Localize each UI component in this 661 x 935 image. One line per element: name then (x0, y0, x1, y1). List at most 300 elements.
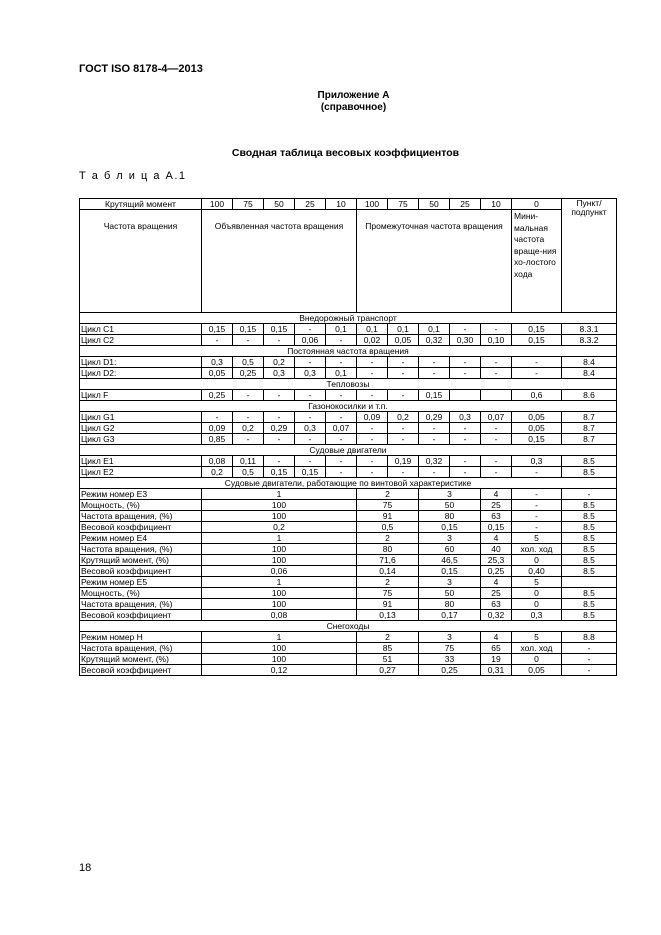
table-cell: 0,2 (202, 522, 357, 533)
table-cell: 0,6 (512, 390, 562, 401)
table-cell: 0,08 (202, 456, 233, 467)
table-cell: - (295, 390, 326, 401)
table-cell: - (419, 357, 450, 368)
table-cell (562, 577, 617, 588)
table-cell: 0,31 (481, 665, 512, 676)
table-cell: - (562, 643, 617, 654)
table-cell: - (357, 434, 388, 445)
table-cell: - (233, 412, 264, 423)
table-cell: - (295, 324, 326, 335)
table-cell: - (202, 412, 233, 423)
row-label: Цикл Е2 (80, 467, 202, 478)
row-label: Цикл С2 (80, 335, 202, 346)
table-cell: 0,85 (202, 434, 233, 445)
table-cell: 100 (202, 588, 357, 599)
table-cell: 0,15 (419, 390, 450, 401)
table-cell: - (481, 357, 512, 368)
table-title (0, 147, 661, 159)
table-cell (481, 390, 512, 401)
table-body (80, 199, 617, 676)
table-cell: 71,6 (357, 555, 419, 566)
table-cell: - (481, 456, 512, 467)
table-cell: 3 (419, 632, 481, 643)
table-label: Т а б л и ц а А.1 (79, 170, 187, 182)
header-cell: 25 (450, 199, 481, 210)
table-cell: - (326, 357, 357, 368)
table-cell: - (295, 412, 326, 423)
table-cell: 0,29 (264, 423, 295, 434)
table-cell: - (388, 434, 419, 445)
table-cell: 51 (357, 654, 419, 665)
table-row (80, 632, 617, 643)
header-row-torque (80, 199, 617, 210)
table-cell: - (450, 357, 481, 368)
table-cell: 4 (481, 489, 512, 500)
table-cell: 0,2 (202, 467, 233, 478)
table-cell: 0,07 (326, 423, 357, 434)
table-cell: 100 (202, 511, 357, 522)
table-cell: 8.5 (562, 599, 617, 610)
section-label: Снегоходы (80, 621, 617, 632)
table-cell: 5 (512, 632, 562, 643)
table-cell: 100 (202, 654, 357, 665)
row-label: Частота вращения, (%) (80, 599, 202, 610)
table-row (80, 434, 617, 445)
section-label: Газонокосилки и т.п. (80, 401, 617, 412)
section-label: Судовые двигатели (80, 445, 617, 456)
table-row (80, 423, 617, 434)
appendix-title: Приложение А (317, 90, 390, 101)
table-cell: хол. ход (512, 643, 562, 654)
table-cell: - (295, 357, 326, 368)
header-cell: Частота вращения (80, 210, 202, 313)
table-cell: хол. ход (512, 544, 562, 555)
header-cell: 50 (419, 199, 450, 210)
appendix-subtitle: (справочное) (320, 102, 387, 113)
table-row (80, 599, 617, 610)
row-label: Весовой коэффициент (80, 610, 202, 621)
row-label: Режим номер Е4 (80, 533, 202, 544)
row-label: Цикл D1: (80, 357, 202, 368)
table-cell: 8.5 (562, 500, 617, 511)
table-cell: 8.5 (562, 467, 617, 478)
table-row (80, 324, 617, 335)
row-label: Режим номер Н (80, 632, 202, 643)
table-cell: 8.5 (562, 566, 617, 577)
table-cell: 0,05 (202, 368, 233, 379)
table-cell: 0 (512, 588, 562, 599)
table-cell: 1 (202, 533, 357, 544)
table-cell: 0,3 (295, 423, 326, 434)
table-cell: - (264, 390, 295, 401)
table-cell: 0,3 (512, 456, 562, 467)
table-cell: - (562, 665, 617, 676)
header-cell: 75 (233, 199, 264, 210)
table-row (80, 335, 617, 346)
table-cell: 0,06 (295, 335, 326, 346)
table-row (80, 368, 617, 379)
row-label: Весовой коэффициент (80, 566, 202, 577)
row-label: Частота вращения, (%) (80, 544, 202, 555)
table-cell: 50 (419, 588, 481, 599)
table-cell: - (326, 456, 357, 467)
row-label: Режим номер Е3 (80, 489, 202, 500)
section-row (80, 401, 617, 412)
table-cell: 100 (202, 555, 357, 566)
header-cell: 10 (326, 199, 357, 210)
header-cell: 10 (481, 199, 512, 210)
table-cell: 0,5 (357, 522, 419, 533)
table-cell: 63 (481, 511, 512, 522)
table-cell (450, 390, 481, 401)
table-cell: - (562, 489, 617, 500)
table-cell: 100 (202, 544, 357, 555)
table-row (80, 511, 617, 522)
table-row (80, 654, 617, 665)
table-title-text: Сводная таблица весовых коэффициентов (231, 147, 460, 159)
header-cell: 25 (295, 199, 326, 210)
section-row (80, 621, 617, 632)
table-row (80, 522, 617, 533)
table-row (80, 544, 617, 555)
table-cell: 8.5 (562, 610, 617, 621)
table-cell: 8.5 (562, 555, 617, 566)
header-cell: 50 (264, 199, 295, 210)
table-cell: 80 (419, 511, 481, 522)
table-cell: - (388, 357, 419, 368)
appendix-heading (0, 90, 661, 114)
table-row (80, 390, 617, 401)
table-cell: - (450, 467, 481, 478)
table-cell: 2 (357, 577, 419, 588)
table-row (80, 456, 617, 467)
header-cell-rated: Объявленная частота вращения (202, 210, 357, 313)
table-cell: - (295, 456, 326, 467)
table-cell: - (326, 434, 357, 445)
table-cell: 8.7 (562, 423, 617, 434)
table-cell: 0,32 (481, 610, 512, 621)
section-row (80, 313, 617, 324)
table-row (80, 610, 617, 621)
table-cell: 8.5 (562, 511, 617, 522)
table-cell: 1 (202, 577, 357, 588)
table-cell: 0,15 (512, 434, 562, 445)
table-cell: - (357, 423, 388, 434)
table-cell: - (233, 434, 264, 445)
table-cell: 0,40 (512, 566, 562, 577)
table-cell: 0,08 (202, 610, 357, 621)
table-cell: 0,25 (419, 665, 481, 676)
table-cell: 75 (357, 588, 419, 599)
section-row (80, 346, 617, 357)
table-cell: 0,07 (481, 412, 512, 423)
table-cell: 0 (512, 599, 562, 610)
table-cell: - (481, 467, 512, 478)
table-cell: 25 (481, 588, 512, 599)
table-cell: 100 (202, 643, 357, 654)
row-label: Весовой коэффициент (80, 665, 202, 676)
table-cell: 3 (419, 489, 481, 500)
table-row (80, 665, 617, 676)
row-label: Цикл F (80, 390, 202, 401)
table-cell: - (357, 357, 388, 368)
row-label: Частота вращения, (%) (80, 643, 202, 654)
table-cell: 0,15 (264, 324, 295, 335)
section-label: Тепловозы (80, 379, 617, 390)
table-cell: 2 (357, 489, 419, 500)
table-cell: - (512, 357, 562, 368)
table-cell: 8.4 (562, 357, 617, 368)
table-cell: 0,27 (357, 665, 419, 676)
table-cell: 75 (419, 643, 481, 654)
table-cell: 0,15 (202, 324, 233, 335)
table-row (80, 577, 617, 588)
table-cell: - (562, 654, 617, 665)
table-cell: - (450, 324, 481, 335)
table-cell: - (512, 467, 562, 478)
table-cell: 65 (481, 643, 512, 654)
table-cell: 0,15 (419, 566, 481, 577)
table-cell: 8.8 (562, 632, 617, 643)
table-cell: 0,25 (481, 566, 512, 577)
table-cell: - (388, 368, 419, 379)
table-cell: 0,06 (202, 566, 357, 577)
table-cell: 0 (512, 654, 562, 665)
table-cell: 0,25 (202, 390, 233, 401)
section-row (80, 478, 617, 489)
table-cell: 0,15 (264, 467, 295, 478)
table-cell: - (481, 423, 512, 434)
table-cell: 4 (481, 533, 512, 544)
table-cell: - (512, 489, 562, 500)
table-cell: 100 (202, 599, 357, 610)
section-row (80, 379, 617, 390)
table-cell: - (512, 522, 562, 533)
table-cell: 0,15 (295, 467, 326, 478)
table-cell: - (450, 434, 481, 445)
table-cell: 0,09 (202, 423, 233, 434)
table-cell: 0,1 (419, 324, 450, 335)
table-cell: 8.5 (562, 522, 617, 533)
table-cell: 0,15 (481, 522, 512, 533)
table-cell: 3 (419, 533, 481, 544)
table-cell: 100 (202, 500, 357, 511)
table-row (80, 643, 617, 654)
table-cell: 0,11 (233, 456, 264, 467)
table-cell: - (388, 390, 419, 401)
header-cell: 100 (357, 199, 388, 210)
table-cell: - (419, 423, 450, 434)
section-row (80, 445, 617, 456)
table-cell: 0,2 (388, 412, 419, 423)
table-cell: 8.3.2 (562, 335, 617, 346)
table-cell: - (481, 324, 512, 335)
table-row (80, 588, 617, 599)
table-cell: - (419, 434, 450, 445)
section-label: Судовые двигатели, работающие по винтовой характеристике (80, 478, 617, 489)
weighting-factors-table (79, 198, 617, 676)
table-row (80, 357, 617, 368)
table-cell: - (357, 467, 388, 478)
row-label: Цикл G3 (80, 434, 202, 445)
table-cell: 0,1 (388, 324, 419, 335)
table-cell: 5 (512, 533, 562, 544)
table-cell: - (512, 368, 562, 379)
table-cell: - (357, 456, 388, 467)
table-cell: 8.5 (562, 588, 617, 599)
row-label: Режим номер Е5 (80, 577, 202, 588)
table-cell: 0,2 (264, 357, 295, 368)
table-cell: 0,05 (388, 335, 419, 346)
table-cell: - (326, 467, 357, 478)
table-cell: 85 (357, 643, 419, 654)
table-cell: - (419, 368, 450, 379)
table-cell: 0,13 (357, 610, 419, 621)
table-cell: - (326, 412, 357, 423)
table-cell: 25,3 (481, 555, 512, 566)
table-cell: 8.5 (562, 533, 617, 544)
table-cell: - (357, 390, 388, 401)
table-cell: 1 (202, 489, 357, 500)
table-cell: 3 (419, 577, 481, 588)
table-cell: - (295, 434, 326, 445)
table-cell: 0,5 (233, 357, 264, 368)
table-cell: 2 (357, 533, 419, 544)
table-cell: 46,5 (419, 555, 481, 566)
page-number: 18 (79, 862, 92, 874)
table-cell: 40 (481, 544, 512, 555)
table-cell: - (388, 467, 419, 478)
table-cell: 0,05 (512, 665, 562, 676)
table-cell: 8.7 (562, 412, 617, 423)
table-cell: 91 (357, 599, 419, 610)
table-cell: 0,3 (450, 412, 481, 423)
table-cell: - (388, 423, 419, 434)
row-label: Крутящий момент, (%) (80, 555, 202, 566)
table-cell: 0,25 (233, 368, 264, 379)
table-cell: 0,3 (264, 368, 295, 379)
table-cell: 8.5 (562, 544, 617, 555)
document-code: ГОСТ ISO 8178-4—2013 (79, 63, 203, 75)
row-label: Мощность, (%) (80, 588, 202, 599)
table-cell: 0 (512, 555, 562, 566)
table-cell: 0,12 (202, 665, 357, 676)
section-label: Постоянная частота вращения (80, 346, 617, 357)
row-label: Цикл Е1 (80, 456, 202, 467)
table-cell: - (450, 368, 481, 379)
table-cell: 33 (419, 654, 481, 665)
table-cell: - (326, 390, 357, 401)
table-cell: - (450, 423, 481, 434)
table-cell: 8.5 (562, 456, 617, 467)
table-cell: 0,32 (419, 335, 450, 346)
table-cell: 0,17 (419, 610, 481, 621)
table-cell: - (264, 434, 295, 445)
table-cell: 91 (357, 511, 419, 522)
table-cell: - (481, 368, 512, 379)
row-label: Цикл G2 (80, 423, 202, 434)
header-cell: 0 (512, 199, 562, 210)
table-row (80, 566, 617, 577)
header-cell: 75 (388, 199, 419, 210)
table-cell: - (481, 434, 512, 445)
table-cell: - (264, 412, 295, 423)
table-cell: 5 (512, 577, 562, 588)
table-cell: 50 (419, 500, 481, 511)
table-cell: 0,19 (388, 456, 419, 467)
table-cell: 25 (481, 500, 512, 511)
table-cell: - (419, 467, 450, 478)
row-label: Цикл G1 (80, 412, 202, 423)
table-cell: 0,15 (512, 324, 562, 335)
table-cell: 0,15 (512, 335, 562, 346)
table-cell: 0,1 (326, 368, 357, 379)
row-label: Весовой коэффициент (80, 522, 202, 533)
table-cell: 63 (481, 599, 512, 610)
table-cell: 0,05 (512, 423, 562, 434)
table-cell: 8.7 (562, 434, 617, 445)
table-cell: 0,1 (326, 324, 357, 335)
table-cell: 60 (419, 544, 481, 555)
table-cell: 8.3.1 (562, 324, 617, 335)
table-cell: 0,2 (233, 423, 264, 434)
table-cell: 4 (481, 632, 512, 643)
table-cell: 0,14 (357, 566, 419, 577)
table-cell: 0,32 (419, 456, 450, 467)
table-cell: 0,5 (233, 467, 264, 478)
header-cell-idle: Мини-мальная частота враще-ния хо-лостого хода (512, 210, 562, 313)
header-cell: Крутящий момент (80, 199, 202, 210)
table-cell: - (357, 368, 388, 379)
table-row (80, 555, 617, 566)
table-cell: 0,3 (295, 368, 326, 379)
table-cell: 75 (357, 500, 419, 511)
table-cell: 1 (202, 632, 357, 643)
table-cell: - (450, 456, 481, 467)
table-cell: 8.6 (562, 390, 617, 401)
table-cell: 0,09 (357, 412, 388, 423)
table-cell: 0,15 (233, 324, 264, 335)
table-cell: 2 (357, 632, 419, 643)
table-cell: - (512, 511, 562, 522)
table-row (80, 467, 617, 478)
table-cell: - (326, 335, 357, 346)
header-cell-point: Пункт/ подпункт (562, 199, 617, 313)
table-cell: 80 (357, 544, 419, 555)
table-cell: 0,10 (481, 335, 512, 346)
table-cell: - (233, 335, 264, 346)
table-row (80, 500, 617, 511)
table-cell: 80 (419, 599, 481, 610)
table-cell: 4 (481, 577, 512, 588)
table-cell: - (202, 335, 233, 346)
header-cell-intermediate: Промежуточная частота вращения (357, 210, 512, 313)
table-cell: 8.4 (562, 368, 617, 379)
table-cell: 0,02 (357, 335, 388, 346)
header-row-speed (80, 210, 617, 313)
table-cell: - (264, 456, 295, 467)
table-row (80, 533, 617, 544)
table-cell: 0,3 (202, 357, 233, 368)
table-cell: 0,30 (450, 335, 481, 346)
table-cell: 0,1 (357, 324, 388, 335)
row-label: Мощность, (%) (80, 500, 202, 511)
table-cell: 19 (481, 654, 512, 665)
table-cell: - (512, 500, 562, 511)
table-cell: - (233, 390, 264, 401)
table-row (80, 412, 617, 423)
table-cell: - (264, 335, 295, 346)
